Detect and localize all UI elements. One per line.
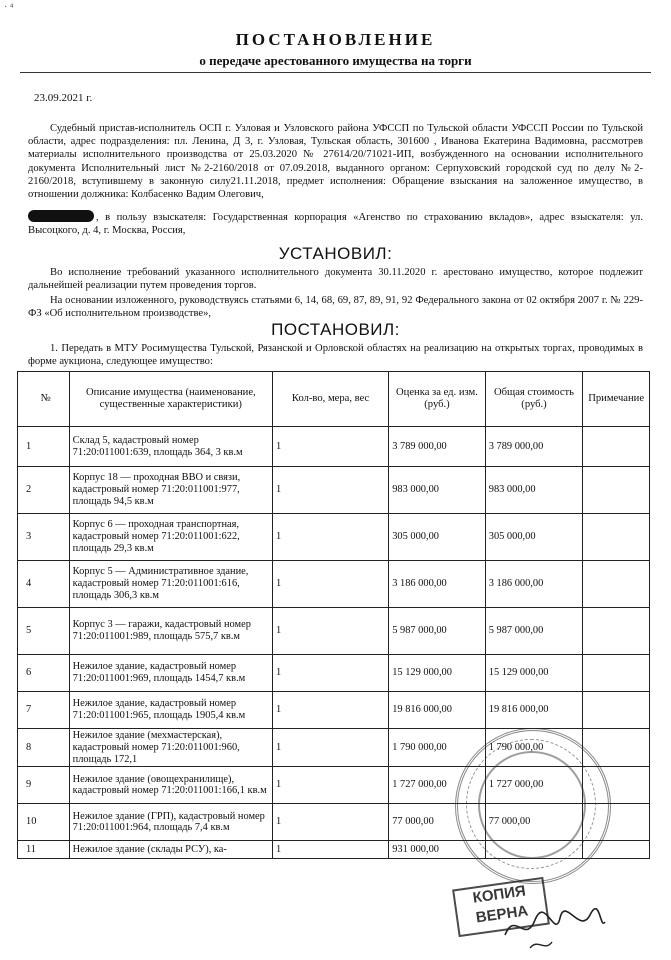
cell-no: 4 (18, 561, 70, 608)
cell-description: Корпус 6 — проходная транспортная, кадастровый номер 71:20:011001:622, площадь 29,3 кв.м (69, 514, 272, 561)
cell-no: 9 (18, 767, 70, 804)
cell-total: 3 186 000,00 (485, 561, 583, 608)
cell-description: Нежилое здание (мехмастерская), кадастровый номер 71:20:011001:960, площадь 172,1 (69, 729, 272, 767)
cell-no: 11 (18, 841, 70, 859)
table-row (18, 467, 650, 514)
cell-description: Корпус 5 — Административное здание, кадастровый номер 71:20:011001:616, площадь 306,3 кв.м (69, 561, 272, 608)
cell-description: Нежилое здание (склады РСУ), ка- (69, 841, 272, 859)
document-title: ПОСТАНОВЛЕНИЕ (235, 30, 436, 49)
table-row (18, 427, 650, 467)
cell-no: 10 (18, 804, 70, 841)
cell-total: 77 000,00 (485, 804, 583, 841)
cell-quantity: 1 (272, 655, 388, 692)
cell-no: 1 (18, 427, 70, 467)
cell-note (583, 561, 650, 608)
cell-total: 15 129 000,00 (485, 655, 583, 692)
cell-no: 6 (18, 655, 70, 692)
established-heading: УСТАНОВИЛ: (278, 244, 393, 263)
header-no: № (18, 372, 70, 427)
cell-estimate: 1 790 000,00 (389, 729, 486, 767)
cell-total: 983 000,00 (485, 467, 583, 514)
cell-total: 305 000,00 (485, 514, 583, 561)
title-divider (20, 72, 651, 73)
cell-quantity: 1 (272, 692, 388, 729)
cell-note (583, 427, 650, 467)
cell-no: 3 (18, 514, 70, 561)
resolved-paragraph-1: 1. Передать в МТУ Росимущества Тульской, Рязанской и Орловской областях на реализацию на открытых торгах, проводимых в форме аукциона, следующее имущество: (28, 343, 643, 368)
cell-no: 5 (18, 608, 70, 655)
cell-description: Корпус 18 — проходная ВВО и связи, кадастровый номер 71:20:011001:977, площадь 94,5 кв.м (69, 467, 272, 514)
creditor-paragraph (28, 210, 643, 237)
header-estimate: Оценка за ед. изм. (руб.) (389, 372, 486, 427)
cell-estimate: 983 000,00 (389, 467, 486, 514)
cell-quantity: 1 (272, 514, 388, 561)
cell-quantity: 1 (272, 729, 388, 767)
cell-estimate: 305 000,00 (389, 514, 486, 561)
cell-note (583, 692, 650, 729)
cell-total: 1 790 000,00 (485, 729, 583, 767)
scan-artifact: · ⁴ (4, 2, 14, 13)
table-row (18, 655, 650, 692)
handwritten-signature (500, 900, 610, 955)
cell-description: Корпус 3 — гаражи, кадастровый номер 71:20:011001:989, площадь 575,7 кв.м (69, 608, 272, 655)
document-subtitle: о передаче арестованного имущества на торги (199, 53, 472, 68)
cell-description: Нежилое здание (ГРП), кадастровый номер 71:20:011001:964, площадь 7,4 кв.м (69, 804, 272, 841)
table-header-row (18, 372, 650, 427)
table-row (18, 514, 650, 561)
cell-estimate: 15 129 000,00 (389, 655, 486, 692)
official-seal (455, 728, 611, 884)
cell-estimate: 931 000,00 (389, 841, 486, 859)
cell-estimate: 5 987 000,00 (389, 608, 486, 655)
resolved-heading: ПОСТАНОВИЛ: (271, 320, 400, 339)
cell-description: Нежилое здание, кадастровый номер 71:20:011001:969, площадь 1454,7 кв.м (69, 655, 272, 692)
table-row (18, 608, 650, 655)
cell-no: 7 (18, 692, 70, 729)
cell-note (583, 514, 650, 561)
cell-quantity: 1 (272, 561, 388, 608)
established-paragraph-1: Во исполнение требований указанного исполнительного документа 30.11.2020 г. арестовано имущество, которое подлежит дальнейшей реализации путем проведения торгов. (28, 267, 643, 292)
document-date: 23.09.2021 г. (34, 92, 93, 104)
header-total: Общая стоимость (руб.) (485, 372, 583, 427)
seal-inner-ring (478, 751, 586, 859)
cell-estimate: 1 727 000,00 (389, 767, 486, 804)
cell-no: 8 (18, 729, 70, 767)
creditor-text: , в пользу взыскателя: Государственная корпорация «Агенство по страхованию вкладов», адрес взыскателя: ул. Высоцкого, д. 4, г. Москва, Россия, (28, 212, 643, 237)
cell-note (583, 608, 650, 655)
cell-description: Нежилое здание, кадастровый номер 71:20:011001:965, площадь 1905,4 кв.м (69, 692, 272, 729)
cell-description: Нежилое здание (овощехранилище), кадастровый номер 71:20:011001:166,1 кв.м (69, 767, 272, 804)
cell-estimate: 3 789 000,00 (389, 427, 486, 467)
cell-quantity: 1 (272, 767, 388, 804)
cell-estimate: 77 000,00 (389, 804, 486, 841)
header-quantity: Кол-во, мера, вес (272, 372, 388, 427)
cell-total: 19 816 000,00 (485, 692, 583, 729)
intro-paragraph: Судебный пристав-исполнитель ОСП г. Узловая и Узловского района УФССП по Тульской области УФССП России по Тульской области, адрес подразделения: пл. Ленина, Д 3, г. Узловая, Тульская область, 301600 , Иванова Екатерина Вадимовна, рассмотрев материалы исполнительного производства от 25.03.2020 № 27614/20/71021-ИП, возбужденного на основании исполнительного документа Исполнительный лист №2-2160/2018 от 07.09.2018, выданного органом: Серпуховский городской суд по делу №2-2160/2018, вступившему в законную силу21.11.2018, предмет исполнения: Обращение взыскания на заложенное имущество, в отношении должника: Колбасенко Вадим Олегович, (28, 123, 643, 201)
copy-verified-stamp: КОПИЯ ВЕРНА (452, 877, 550, 937)
cell-no: 2 (18, 467, 70, 514)
table-row (18, 561, 650, 608)
cell-total: 5 987 000,00 (485, 608, 583, 655)
table-row (18, 692, 650, 729)
header-description: Описание имущества (наименование, существенные характеристики) (69, 372, 272, 427)
cell-quantity: 1 (272, 467, 388, 514)
cell-quantity: 1 (272, 427, 388, 467)
cell-description: Склад 5, кадастровый номер 71:20:011001:639, площадь 364, 3 кв.м (69, 427, 272, 467)
redaction-block (28, 210, 94, 222)
cell-estimate: 3 186 000,00 (389, 561, 486, 608)
cell-quantity: 1 (272, 804, 388, 841)
cell-note (583, 467, 650, 514)
cell-quantity: 1 (272, 608, 388, 655)
cell-total: 3 789 000,00 (485, 427, 583, 467)
header-note: Примечание (583, 372, 650, 427)
established-paragraph-2: На основании изложенного, руководствуясь статьями 6, 14, 68, 69, 87, 89, 91, 92 Федерального закона от 02 октября 2007 г. № 229-ФЗ «Об исполнительном производстве», (28, 295, 643, 320)
cell-total: 1 727 000,00 (485, 767, 583, 804)
cell-estimate: 19 816 000,00 (389, 692, 486, 729)
cell-note (583, 655, 650, 692)
cell-quantity: 1 (272, 841, 388, 859)
